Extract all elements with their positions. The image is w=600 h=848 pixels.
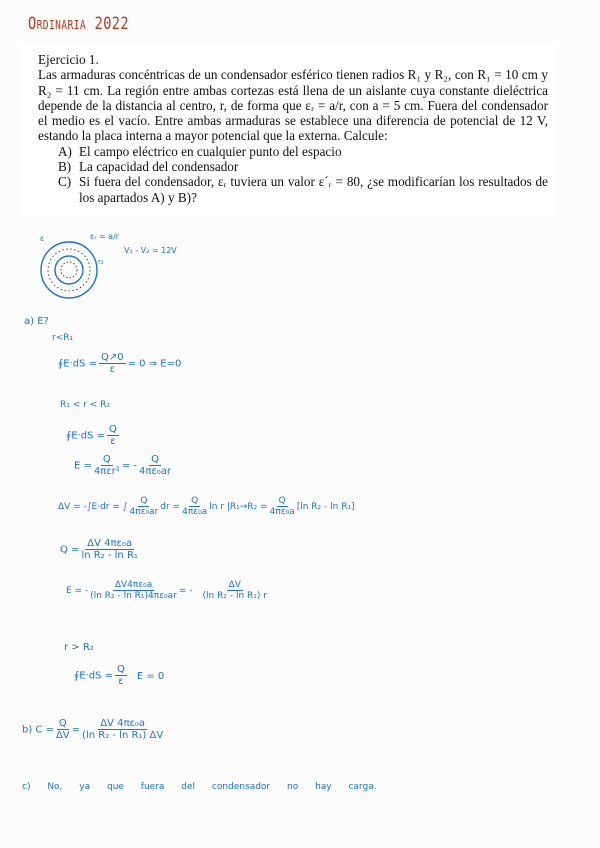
option-a: A) El campo eléctrico en cualquier punto del espacio [58,143,342,159]
capacitor-diagram [34,235,104,305]
diagram-eps: εᵣ = a/r [90,232,120,241]
field-eq: E = $\frac{Q}{\text{4πεr²}}$ = - $\frac{Q}{\text{4πε₀ar}}$ [74,454,172,477]
diagram-r2: r₂ [98,258,104,266]
gauss-eq-3: ∮E·dS = $\frac{Q}{\varepsilon}$ E = 0 [74,664,165,687]
part-b-capacitance: b) C = $\frac{Q}{\Delta V}$ = $\frac{\text{ΔV 4πε₀a}}{\text{(ln R₂ - ln R₁) ΔV}}$ [22,718,164,741]
case-r-gt-r2: r > R₂ [64,642,94,653]
gauss-eq-2: ∮E·dS = $\frac{Q}{\varepsilon}$ [66,424,117,447]
diagram-eps-label: ε [40,234,45,243]
exercise-statement [38,52,548,205]
field-final-eq: E = - $\frac{\text{ΔV4πε₀a}}{\text{(ln R₂ - ln R₁)4πε₀ar}}$ = - $\frac{\Delta V}{\text{(ln R₂ - ln R₁) r}}$ [66,580,267,601]
gauss-eq-1: ∮E·dS = $\frac{Q↗0}{\varepsilon}$ = 0 ⇒ E=0 [58,352,182,375]
page-title: Ordinaria 2022 [28,14,129,34]
potential-difference: V₁ - V₂ = 12V [124,246,177,255]
case-r-lt-r1: r<R₁ [52,333,74,343]
part-c-answer: c) No, ya que fuera del condensador no hay carga. [22,782,377,792]
option-c: C) Si fuera del condensador, εᵣ tuviera un valor ε´ᵣ = 80, ¿se modificarían los resultados de los apartados A) y B)? [58,174,548,205]
option-b: B) La capacidad del condensador [58,159,239,175]
part-a-label: a) E? [24,316,49,327]
case-r1-r-r2: R₁ < r < R₂ [60,400,110,410]
potential-eq: ΔV = -∫E·dr = ∫ $\frac{Q}{\text{4πε₀ar}}$ dr = $\frac{Q}{\text{4πε₀a}}$ ln r |R₁→R₂ = $\frac{Q}{\text{4πε₀a}}$ [ln R₂ - ln R₁] [58,496,355,517]
charge-eq: Q = $\frac{\text{ΔV 4πε₀a}}{\text{ln R₂ - ln R₁}}$ [60,538,138,561]
exercise-heading: Ejercicio 1. [38,52,99,67]
exercise-body: Las armaduras concéntricas de un condensador esférico tienen radios R₁ y R₂, con R₁ = 10 cm y R₂ = 11 cm. La región entre ambas cortezas está llena de un aislante cuya constante dieléctrica depende de la distancia al centro, r, de forma que εᵣ = a/r, con a = 5 cm. Fuera del condensador el medio es el vacío. Entre ambas armaduras se establece una diferencia de potencial de 12 V, estando la placa interna a mayor potencial que la externa. Calcule: [38,67,548,144]
